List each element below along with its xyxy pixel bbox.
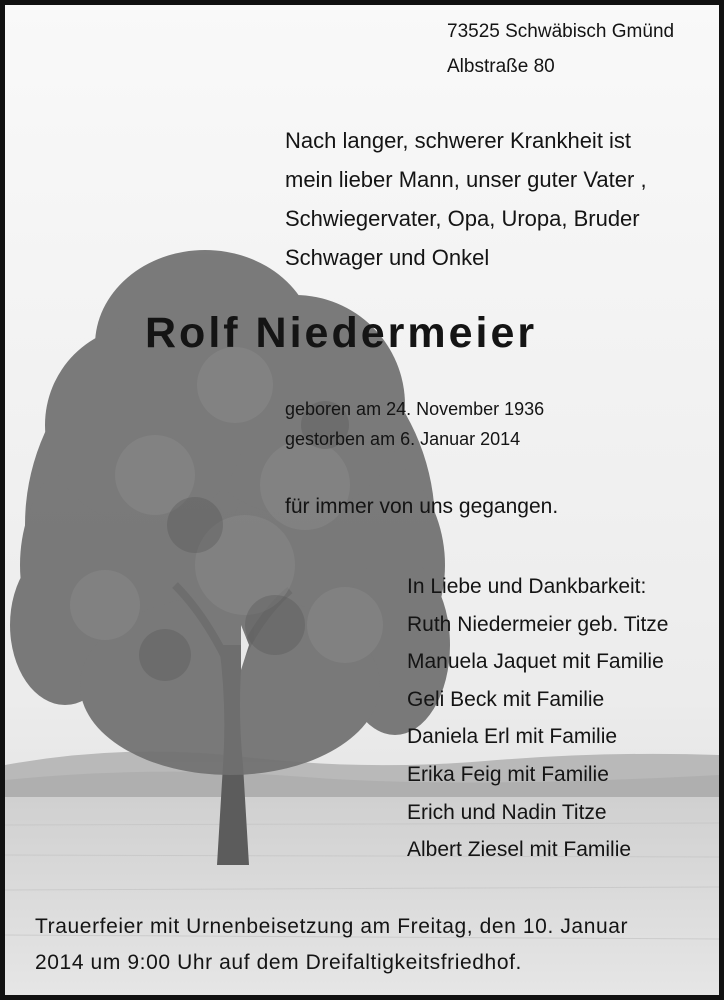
mourner-name: Ruth Niedermeier geb. Titze — [407, 612, 669, 636]
mourner-name: Erich und Nadin Titze — [407, 800, 607, 824]
birth-date: geboren am 24. November 1936 — [285, 399, 545, 419]
deceased-name: Rolf Niedermeier — [145, 309, 538, 357]
mourner-name: Geli Beck mit Familie — [407, 687, 605, 711]
funeral-notice-line: Trauerfeier mit Urnenbeisetzung am Freitag, den 10. Januar — [35, 915, 629, 938]
mourners-list — [407, 568, 668, 869]
mourners-heading: In Liebe und Dankbarkeit: — [407, 575, 647, 598]
passing-line: für immer von uns gegangen. — [285, 495, 559, 518]
mourner-name: Erika Feig mit Familie — [407, 762, 609, 786]
announcement-line: mein lieber Mann, unser guter Vater , — [285, 167, 647, 192]
funeral-notice-line: 2014 um 9:00 Uhr auf dem Dreifaltigkeitsfriedhof. — [35, 951, 522, 974]
mourner-name: Albert Ziesel mit Familie — [407, 838, 632, 862]
announcement-text — [285, 121, 647, 277]
address-street-line: Albstraße 80 — [447, 56, 555, 77]
announcement-line: Nach langer, schwerer Krankheit ist — [285, 128, 632, 153]
address-city-line: 73525 Schwäbisch Gmünd — [447, 21, 675, 42]
mourner-name: Manuela Jaquet mit Familie — [407, 650, 664, 674]
mourner-name: Daniela Erl mit Familie — [407, 725, 618, 749]
funeral-notice — [35, 909, 628, 981]
death-date: gestorben am 6. Januar 2014 — [285, 429, 521, 449]
announcement-line: Schwiegervater, Opa, Uropa, Bruder — [285, 206, 640, 231]
announcement-line: Schwager und Onkel — [285, 245, 490, 270]
